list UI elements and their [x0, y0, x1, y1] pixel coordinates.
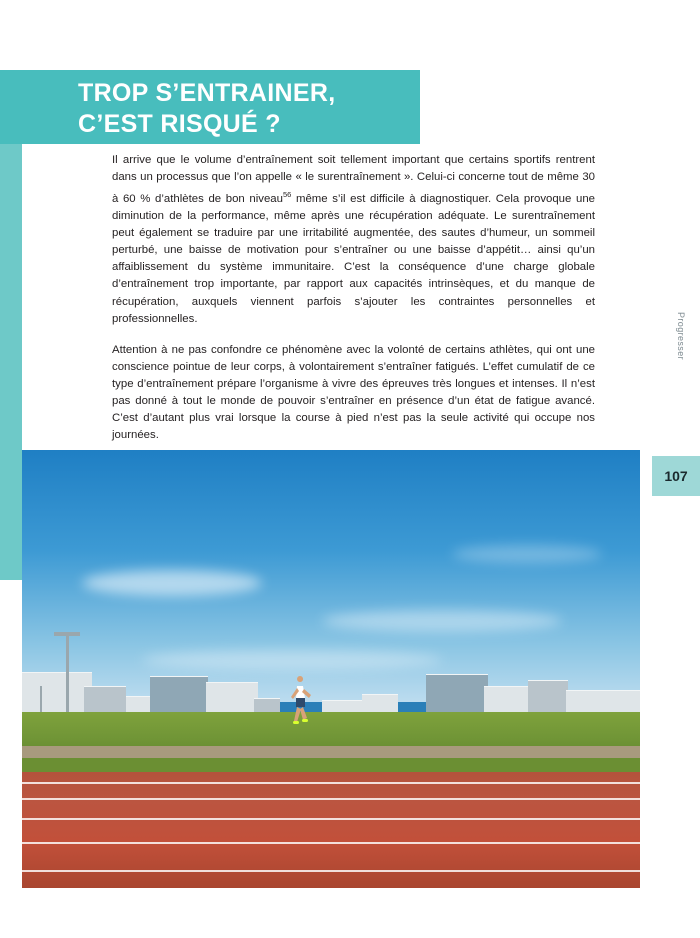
light-pole-arm [54, 632, 80, 636]
lane-line [22, 782, 640, 784]
lane-line [22, 870, 640, 872]
page-number: 107 [664, 468, 688, 484]
cloud [322, 610, 562, 632]
paragraph-2: Attention à ne pas confondre ce phénomène avec la volonté de certains athlètes, qui ont une conscience pointue de leur corps, à volontairement s’entraîner fatigués. L’effet cumulatif de ce type d’entraînement prépare l’organisme à vivre des épreuves très longues et intenses. Il n’est pas donné à tout le monde de pouvoir s’entraîner en présence d’un état de fatigue avancé. C’est d’autant plus vrai lorsque la course à pied n’est pas la seule activité qui occupe nos journées. [112, 343, 595, 442]
lane-line [22, 842, 640, 844]
page-title-line-1: TROP S’ENTRAINER, [78, 79, 336, 107]
left-accent-band [0, 130, 22, 580]
runner-figure [287, 676, 313, 742]
cloud [82, 570, 262, 596]
light-pole [66, 632, 69, 718]
cloud [452, 545, 602, 563]
page-number-box [652, 456, 700, 496]
body-text [112, 152, 595, 444]
sidebar-section-label: Progresser [676, 311, 686, 360]
photo-running-track [22, 450, 640, 888]
footnote-marker: 56 [282, 190, 292, 200]
lane-line [22, 798, 640, 800]
page-title-line-2: C’EST RISQUÉ ? [78, 110, 281, 138]
city-skyline [22, 660, 640, 720]
lane-line [22, 818, 640, 820]
running-track [22, 772, 640, 888]
page-title [78, 78, 508, 140]
paragraph-1: Il arrive que le volume d’entraînement soit tellement important que certains sportifs rentrent dans un processus que l’on appelle « le surentraînement ». Celui-ci concerne tout de même 30 à 60 % d’athlètes de bon niveau$^{56}$ même s’il est difficile à diagnostiquer. Cela provoque une diminution de la performance, même après une récupération adéquate. Le surentraînement peut également se traduire par une irritabilité augmentée, des sautes d’humeur, un sommeil perturbé, une baisse de motivation pour s’entraîner ou une baisse d’appétit… ainsi qu’un affaiblissement du système immunitaire. C’est la conséquence d’une charge globale d’entraînement trop importante, par rapport aux capacités intrinsèques, et du manque de récupération, auxquels viennent parfois s’ajouter les contraintes personnelles et professionnelles. [112, 154, 595, 325]
